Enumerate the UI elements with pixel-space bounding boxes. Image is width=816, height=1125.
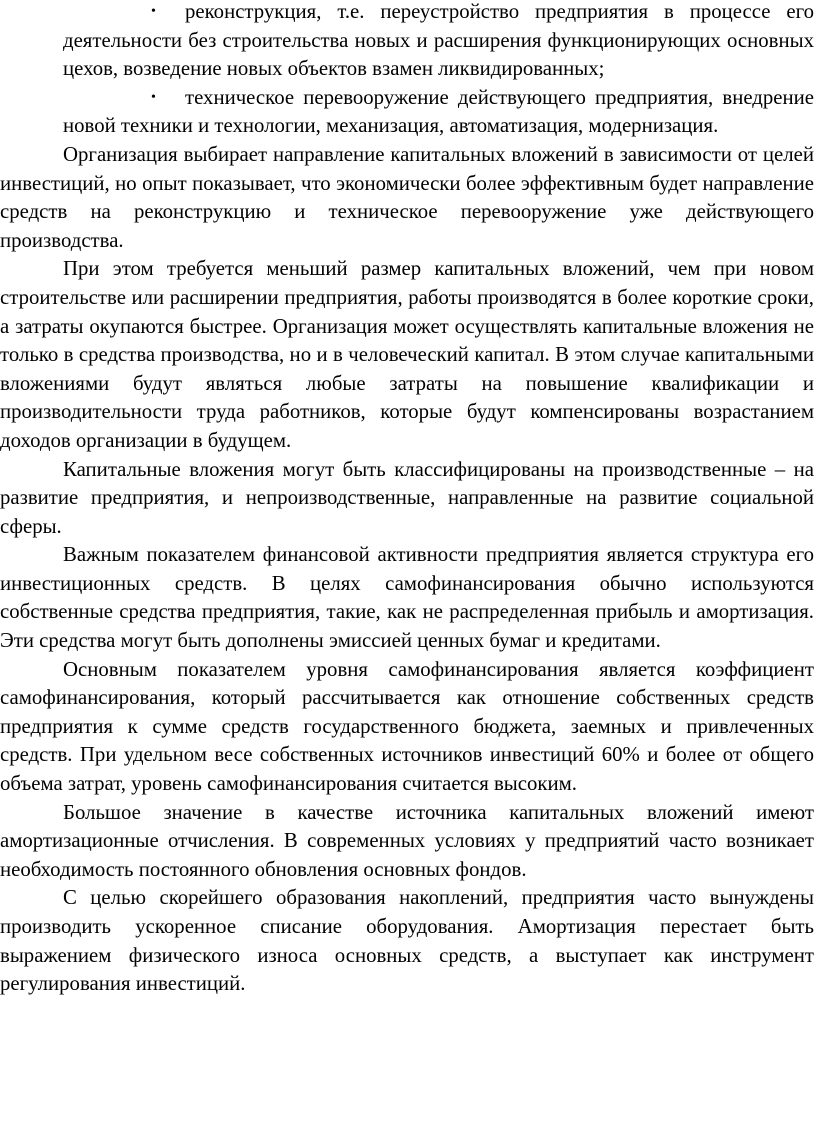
paragraph-classification: Капитальные вложения могут быть классифицированы на производственные – на развитие предприятия, и непроизводственные, направленные на развитие социальной сферы. bbox=[0, 457, 814, 538]
paragraph-investment-direction: Организация выбирает направление капитальных вложений в зависимости от целей инвестиций, но опыт показывает, что экономически более эффективным будет направление средств на реконструкцию и техническое перевооружение уже действующего производства. bbox=[0, 142, 814, 252]
paragraph-investment-structure: Важным показателем финансовой активности предприятия является структура его инвестиционных средств. В целях самофинансирования обычно используются собственные средства предприятия, такие, как не распределенная прибыль и амортизация. Эти средства могут быть дополнены эмиссией ценных бумаг и кредитами. bbox=[0, 543, 814, 653]
bullet-item-reequipment bbox=[63, 84, 814, 141]
paragraph-self-financing-ratio: Основным показателем уровня самофинансирования является коэффициент самофинансирования, который рассчитывается как отношение собственных средств предприятия к сумме средств государственного бюджета, заемных и привлеченных средств. При удельном весе собственных источников инвестиций 60% и более от общего объема затрат, уровень самофинансирования считается высоким. bbox=[0, 657, 814, 796]
bullet-text: реконструкция, т.е. переустройство предприятия в процессе его деятельности без строительства новых и расширения функционирующих основных цехов, возведение новых объектов взамен ликвидированных; bbox=[63, 0, 814, 81]
bullet-icon: • bbox=[151, 4, 156, 19]
paragraph-accelerated-writeoff: С целью скорейшего образования накоплений, предприятия часто вынуждены производить ускоренное списание оборудования. Амортизация перестает быть выражением физического износа основных средств, а выступает как инструмент регулирования инвестиций. bbox=[0, 886, 814, 996]
bullet-icon: • bbox=[151, 89, 156, 105]
paragraph-human-capital: При этом требуется меньший размер капитальных вложений, чем при новом строительстве или расширении предприятия, работы производятся в более короткие сроки, а затраты окупаются быстрее. Организация может осуществлять капитальные вложения не только в средства производства, но и в человеческий капитал. В этом случае капитальными вложениями будут являться любые затраты на повышение квалификации и производительности труда работников, которые будут компенсированы возрастанием доходов организации в будущем. bbox=[0, 257, 814, 452]
bullet-item-reconstruction bbox=[63, 0, 814, 84]
paragraph-depreciation: Большое значение в качестве источника капитальных вложений имеют амортизационные отчисления. В современных условиях у предприятий часто возникает необходимость постоянного обновления основных фондов. bbox=[0, 800, 814, 881]
bullet-text: техническое перевооружение действующего предприятия, внедрение новой техники и технологии, механизация, автоматизация, модернизация. bbox=[63, 85, 814, 138]
